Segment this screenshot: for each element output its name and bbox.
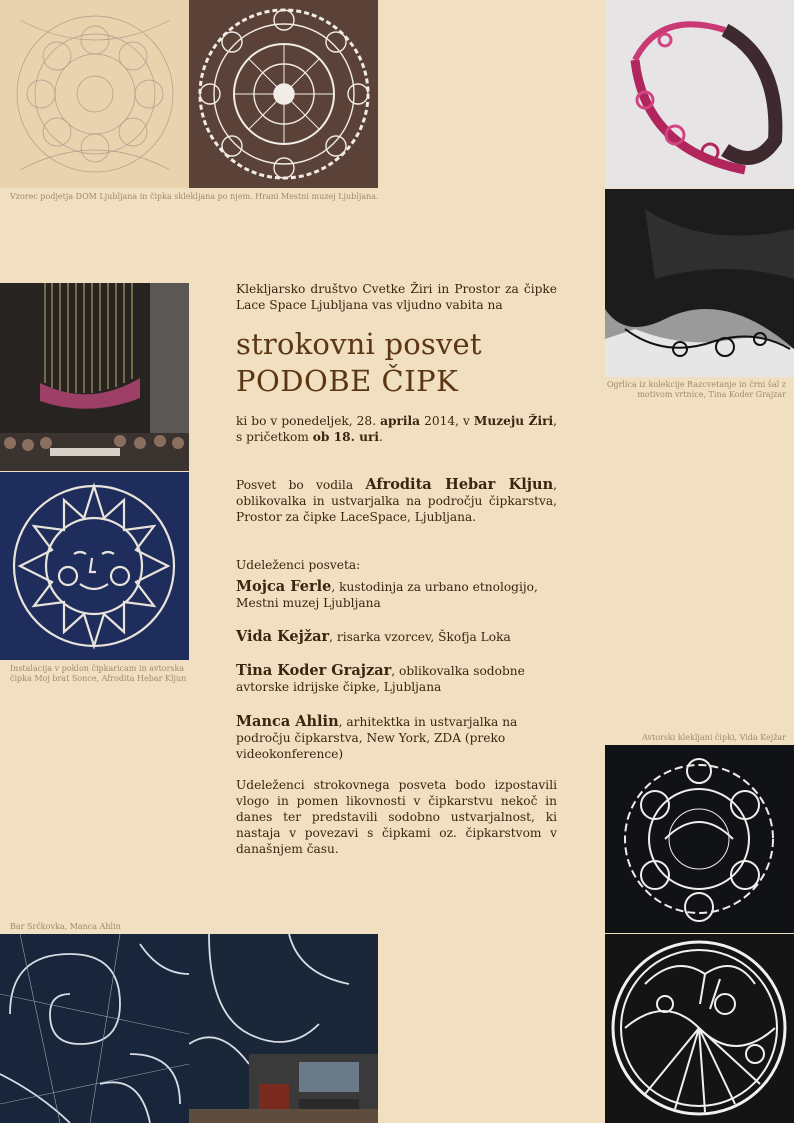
participants-heading: Udeleženci posveta: bbox=[236, 558, 361, 572]
caption-mid-left: Instalacija v poklon čipkaricam in avtorska čipka Moj brat Sonce, Afrodita Hebar Kljun bbox=[10, 664, 187, 683]
closing-paragraph: Udeleženci strokovnega posveta bodo izpostavili vlogo in pomen likovnosti v čipkarstvu nekoč in danes ter predstavili sodobno ustvarjalnost, ki nastaja v povezavi s čipkami oz. čipkarstvom v današnjem času. bbox=[236, 778, 557, 856]
participant-2 bbox=[236, 629, 557, 645]
moderator-suffix: , oblikovalka in ustvarjalka na področju čipkarstva, Prostor za čipke LaceSpace, Ljubljana. bbox=[236, 478, 557, 524]
participant-name: Vida Kejžar bbox=[236, 628, 330, 645]
moderator-paragraph bbox=[236, 477, 557, 525]
when-mid2: , s pričetkom bbox=[236, 414, 557, 444]
participant-desc: , risarka vzorcev, Škofja Loka bbox=[329, 630, 511, 644]
when-prefix: ki bo v ponedeljek, 28. bbox=[236, 414, 381, 428]
participant-name: Manca Ahlin bbox=[236, 713, 339, 730]
installation-photo bbox=[0, 283, 189, 471]
when-month: aprila bbox=[380, 414, 421, 428]
sun-lace-photo bbox=[0, 472, 189, 660]
participant-name: Mojca Ferle bbox=[236, 578, 332, 595]
participant-3 bbox=[236, 663, 557, 695]
participant-4 bbox=[236, 714, 557, 762]
event-when-where bbox=[236, 413, 557, 445]
bar-wall-lace-photo bbox=[0, 934, 189, 1123]
caption-bottom-right: Avtorski klekljani čipki, Vida Kejžar bbox=[642, 733, 786, 742]
participant-desc: , oblikovalka sodobne avtorske idrijske čipke, Ljubljana bbox=[236, 664, 525, 694]
bar-interior-photo bbox=[189, 934, 378, 1123]
event-name-title: PODOBE ČIPK bbox=[236, 364, 459, 398]
when-end: . bbox=[379, 430, 383, 444]
event-type-title: strokovni posvet bbox=[236, 327, 482, 361]
caption-top-right: Ogrlica iz kolekcije Razcvetanje in črni šal z motivom vrtnice, Tina Koder Grajzar bbox=[606, 380, 786, 399]
necklace-photo bbox=[605, 0, 794, 188]
caption-top-left: Vzorec podjetja DOM Ljubljana in čipka sklekljana po njem. Hrani Mestni muzej Ljubljana. bbox=[10, 192, 379, 201]
moderator-name: Afrodita Hebar Kljun bbox=[365, 476, 554, 493]
when-place: Muzeju Žiri bbox=[473, 414, 554, 428]
participant-desc: , kustodinja za urbano etnologijo, Mestni muzej Ljubljana bbox=[236, 580, 538, 610]
lace-wreath-photo bbox=[605, 745, 794, 933]
when-time: ob 18. uri bbox=[312, 430, 380, 444]
when-mid: 2014, v bbox=[420, 414, 474, 428]
moderator-prefix: Posvet bo vodila bbox=[236, 478, 366, 492]
pattern-drawing-photo bbox=[0, 0, 189, 188]
invitation-intro: Klekljarsko društvo Cvetke Žiri in Prostor za čipke Lace Space Ljubljana vas vljudno vabita na bbox=[236, 282, 557, 312]
participant-1 bbox=[236, 579, 557, 611]
caption-bottom-left: Bar Srčkovka, Manca Ahlin bbox=[10, 922, 121, 931]
participant-desc: , arhitektka in ustvarjalka na področju čipkarstva, New York, ZDA (preko videokonference) bbox=[236, 715, 518, 761]
participant-name: Tina Koder Grajzar bbox=[236, 662, 392, 679]
lace-doily-photo bbox=[189, 0, 378, 188]
black-shawl-photo bbox=[605, 189, 794, 377]
lace-flower-disc-photo bbox=[605, 934, 794, 1123]
